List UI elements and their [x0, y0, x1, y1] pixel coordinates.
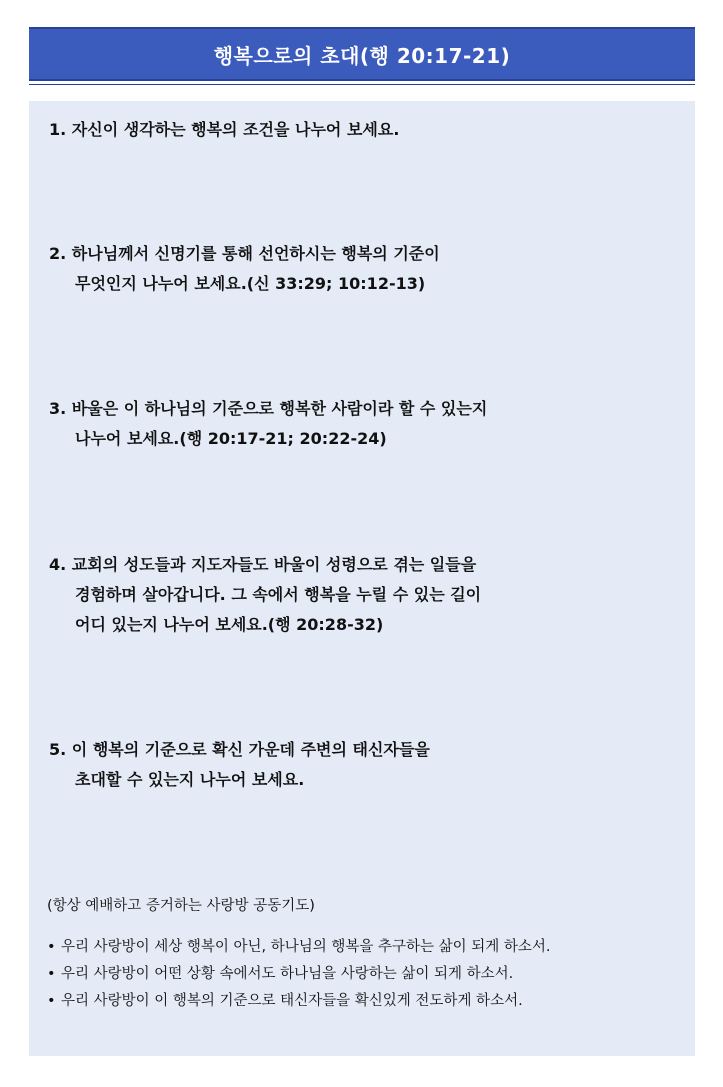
question-text: 무엇인지 나누어 보세요.(신 33:29; 10:12-13): [75, 274, 426, 293]
question-3: [49, 394, 487, 454]
question-text: 자신이 생각하는 행복의 조건을 나누어 보세요.: [71, 120, 400, 139]
question-text: 어디 있는지 나누어 보세요.(행 20:28-32): [75, 615, 384, 634]
bullet-icon: •: [47, 993, 56, 1009]
question-2: [49, 239, 440, 299]
bullet-icon: •: [47, 966, 56, 982]
question-number: 2.: [49, 244, 67, 263]
question-4: [49, 550, 481, 640]
question-panel: [29, 101, 695, 1056]
question-text: 하나님께서 신명기를 통해 선언하시는 행복의 기준이: [71, 244, 440, 263]
list-item: [47, 934, 551, 961]
question-text: 이 행복의 기준으로 확신 가운데 주변의 태신자들을: [71, 740, 430, 759]
prayer-list: [47, 934, 551, 1015]
list-item: [47, 961, 551, 988]
question-number: 3.: [49, 399, 67, 418]
question-number: 5.: [49, 740, 67, 759]
bullet-icon: •: [47, 939, 56, 955]
question-5: [49, 735, 430, 795]
question-text: 초대할 수 있는지 나누어 보세요.: [75, 770, 305, 789]
question-text: 경험하며 살아갑니다. 그 속에서 행복을 누릴 수 있는 길이: [75, 585, 482, 604]
list-item: [47, 988, 551, 1015]
question-1: [49, 115, 399, 145]
page-title: 행복으로의 초대(행 20:17-21): [213, 43, 511, 68]
prayer-title: (항상 예배하고 증거하는 사랑방 공동기도): [47, 898, 315, 914]
prayer-text: 우리 사랑방이 어떤 상황 속에서도 하나님을 사랑하는 삶이 되게 하소서.: [61, 966, 514, 982]
prayer-text: 우리 사랑방이 이 행복의 기준으로 태신자들을 확신있게 전도하게 하소서.: [61, 993, 523, 1009]
question-text: 나누어 보세요.(행 20:17-21; 20:22-24): [75, 429, 387, 448]
question-number: 1.: [49, 120, 67, 139]
title-bar: [29, 27, 695, 81]
question-number: 4.: [49, 555, 67, 574]
prayer-text: 우리 사랑방이 세상 행복이 아닌, 하나님의 행복을 추구하는 삶이 되게 하소서.: [61, 939, 551, 955]
question-text: 교회의 성도들과 지도자들도 바울이 성령으로 겪는 일들을: [71, 555, 477, 574]
question-text: 바울은 이 하나님의 기준으로 행복한 사람이라 할 수 있는지: [71, 399, 488, 418]
